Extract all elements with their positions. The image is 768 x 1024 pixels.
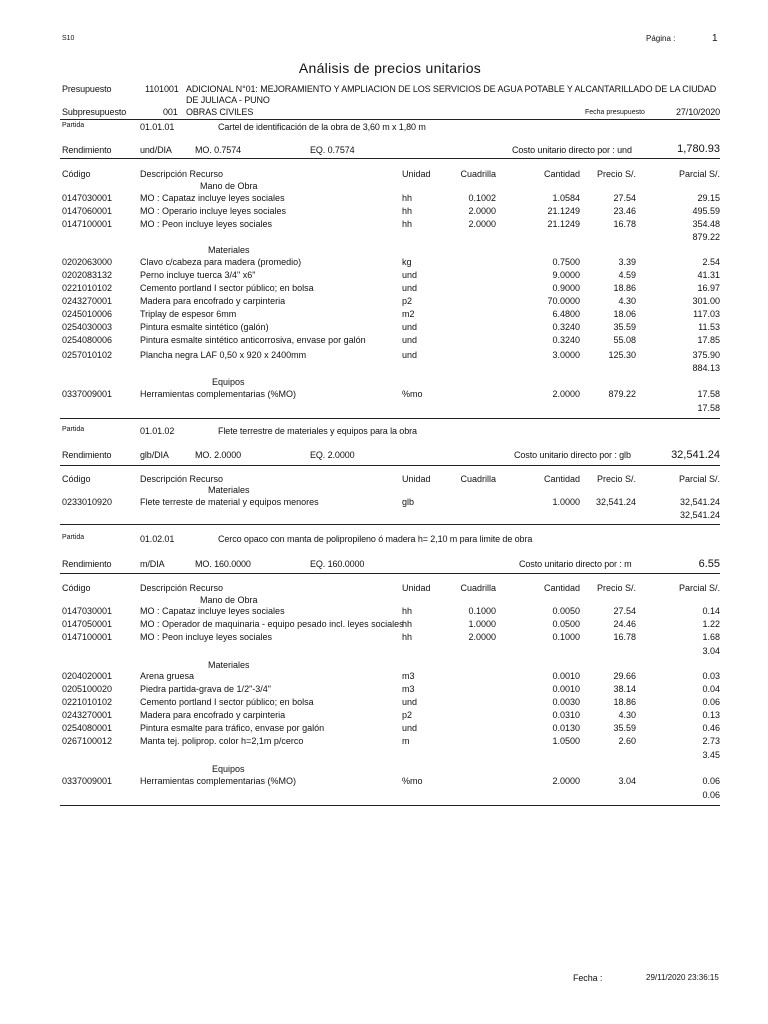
row-code: 0245010006 bbox=[62, 309, 113, 319]
row-unit: hh bbox=[402, 219, 413, 229]
partida-description: Cartel de identificación de la obra de 3,60 m x 1,80 m bbox=[218, 122, 426, 132]
partida-label: Partida bbox=[62, 426, 85, 433]
row-precio: 23.46 bbox=[613, 206, 636, 216]
column-unidad: Unidad bbox=[402, 583, 431, 593]
row-code: 0147100001 bbox=[62, 219, 113, 229]
header-divider bbox=[60, 119, 720, 120]
row-description: Perno incluye tuerca 3/4" x6" bbox=[140, 270, 256, 280]
subtotal-equipos: 17.58 bbox=[697, 403, 720, 413]
row-precio: 18.86 bbox=[613, 283, 636, 293]
row-code: 0205100020 bbox=[62, 684, 113, 694]
row-cantidad: 0.0500 bbox=[552, 619, 580, 629]
partida-description: Flete terrestre de materiales y equipos para la obra bbox=[218, 426, 417, 436]
table-row bbox=[0, 710, 768, 722]
row-cantidad: 0.7500 bbox=[552, 257, 580, 267]
row-cantidad: 0.0310 bbox=[552, 710, 580, 720]
subtotal-materiales: 884.13 bbox=[692, 363, 720, 373]
column-cuadrilla: Cuadrilla bbox=[460, 169, 496, 179]
row-precio: 879.22 bbox=[608, 389, 636, 399]
row-unit: hh bbox=[402, 619, 413, 629]
row-parcial: 1.22 bbox=[702, 619, 720, 629]
row-unit: und bbox=[402, 322, 418, 332]
row-parcial: 29.15 bbox=[697, 193, 720, 203]
row-code: 0221010102 bbox=[62, 283, 113, 293]
rendimiento-eq: EQ. 2.0000 bbox=[310, 450, 355, 460]
row-cantidad: 3.0000 bbox=[552, 350, 580, 360]
row-parcial: 2.54 bbox=[702, 257, 720, 267]
section-divider bbox=[60, 573, 720, 574]
row-cuadrilla: 1.0000 bbox=[468, 619, 496, 629]
column-cantidad: Cantidad bbox=[543, 474, 580, 484]
row-unit: und bbox=[402, 350, 418, 360]
partida-description: Cerco opaco con manta de polipropileno ó madera h= 2,10 m para limite de obra bbox=[218, 534, 533, 544]
partida-label: Partida bbox=[62, 122, 85, 129]
row-parcial: 11.53 bbox=[698, 322, 720, 332]
row-parcial: 0.46 bbox=[702, 723, 720, 733]
subtotal-materiales: 32,541.24 bbox=[679, 510, 720, 520]
row-precio: 55.08 bbox=[613, 335, 636, 345]
column-descripcion: Descripción Recurso bbox=[140, 169, 224, 179]
column-cantidad: Cantidad bbox=[543, 583, 580, 593]
row-parcial: 0.03 bbox=[702, 671, 720, 681]
row-code: 0254080001 bbox=[62, 723, 113, 733]
row-description: MO : Operario incluye leyes sociales bbox=[140, 206, 287, 216]
column-descripcion: Descripción Recurso bbox=[140, 474, 224, 484]
table-row bbox=[0, 296, 768, 308]
section-divider bbox=[60, 465, 720, 466]
row-parcial: 0.14 bbox=[702, 606, 720, 616]
row-precio: 18.06 bbox=[613, 309, 636, 319]
rendimiento-unit: m/DIA bbox=[140, 559, 165, 569]
row-precio: 27.54 bbox=[613, 606, 636, 616]
row-parcial: 1.68 bbox=[702, 632, 720, 642]
row-description: Madera para encofrado y carpinteria bbox=[140, 296, 286, 306]
section-divider bbox=[60, 158, 720, 159]
row-precio: 4.30 bbox=[618, 710, 636, 720]
costo-unitario-value: 32,541.24 bbox=[671, 449, 720, 461]
row-unit: hh bbox=[402, 632, 413, 642]
partida-label: Partida bbox=[62, 534, 85, 541]
rendimiento-mo: MO. 160.0000 bbox=[195, 559, 251, 569]
row-description: MO : Capataz incluye leyes sociales bbox=[140, 606, 285, 616]
rendimiento-unit: und/DIA bbox=[140, 145, 172, 155]
row-unit: m3 bbox=[402, 671, 415, 681]
row-cantidad: 2.0000 bbox=[552, 776, 580, 786]
row-code: 0254080006 bbox=[62, 335, 113, 345]
row-unit: m3 bbox=[402, 684, 415, 694]
row-unit: hh bbox=[402, 606, 413, 616]
row-unit: glb bbox=[402, 497, 415, 507]
row-cantidad: 0.1000 bbox=[552, 632, 580, 642]
row-code: 0267100012 bbox=[62, 736, 113, 746]
column-precio: Precio S/. bbox=[596, 583, 636, 593]
table-row bbox=[0, 697, 768, 709]
row-precio: 4.30 bbox=[618, 296, 636, 306]
group-label-mano-de-obra: Mano de Obra bbox=[200, 595, 258, 605]
row-cantidad: 1.0584 bbox=[552, 193, 580, 203]
row-description: Clavo c/cabeza para madera (promedio) bbox=[140, 257, 302, 267]
rendimiento-label: Rendimiento bbox=[62, 450, 112, 460]
table-row bbox=[0, 219, 768, 231]
page-title: Análisis de precios unitarios bbox=[298, 60, 482, 76]
row-code: 0221010102 bbox=[62, 697, 113, 707]
row-precio: 35.59 bbox=[613, 723, 636, 733]
row-cantidad: 70.0000 bbox=[547, 296, 580, 306]
row-unit: m bbox=[402, 736, 410, 746]
row-cantidad: 9.0000 bbox=[552, 270, 580, 280]
partida-code: 01.01.01 bbox=[140, 122, 175, 132]
row-description: MO : Capataz incluye leyes sociales bbox=[140, 193, 285, 203]
row-code: 0243270001 bbox=[62, 710, 113, 720]
row-parcial: 32,541.24 bbox=[679, 497, 720, 507]
table-row bbox=[0, 684, 768, 696]
column-unidad: Unidad bbox=[402, 474, 431, 484]
subtotal-mano-de-obra: 3.04 bbox=[702, 646, 720, 656]
row-precio: 125.30 bbox=[608, 350, 636, 360]
row-unit: und bbox=[402, 335, 418, 345]
rendimiento-mo: MO. 2.0000 bbox=[195, 450, 242, 460]
table-row bbox=[0, 257, 768, 269]
row-unit: und bbox=[402, 283, 418, 293]
row-precio: 35.59 bbox=[613, 322, 636, 332]
table-row bbox=[0, 283, 768, 295]
row-code: 0337009001 bbox=[62, 776, 113, 786]
costo-unitario-value: 6.55 bbox=[698, 558, 720, 570]
row-precio: 27.54 bbox=[613, 193, 636, 203]
row-precio: 4.59 bbox=[618, 270, 636, 280]
column-codigo: Código bbox=[62, 169, 91, 179]
table-row bbox=[0, 335, 768, 347]
row-precio: 24.46 bbox=[613, 619, 636, 629]
page-number: 1 bbox=[712, 33, 718, 44]
row-description: Cemento portland I sector público; en bolsa bbox=[140, 697, 314, 707]
column-parcial: Parcial S/. bbox=[678, 169, 720, 179]
row-parcial: 0.04 bbox=[702, 684, 720, 694]
table-row bbox=[0, 671, 768, 683]
row-precio: 29.66 bbox=[613, 671, 636, 681]
row-unit: und bbox=[402, 723, 418, 733]
row-cantidad: 0.0030 bbox=[552, 697, 580, 707]
partida-code: 01.02.01 bbox=[140, 534, 175, 544]
group-label-equipos: Equipos bbox=[212, 764, 245, 774]
row-unit: hh bbox=[402, 193, 413, 203]
row-parcial: 17.58 bbox=[697, 389, 720, 399]
column-parcial: Parcial S/. bbox=[678, 583, 720, 593]
row-code: 0204020001 bbox=[62, 671, 113, 681]
column-cuadrilla: Cuadrilla bbox=[460, 474, 496, 484]
row-parcial: 41.31 bbox=[697, 270, 720, 280]
presupuesto-description-line2: DE JULIACA - PUNO bbox=[186, 95, 270, 105]
group-label-materiales: Materiales bbox=[208, 660, 250, 670]
row-cantidad: 0.0010 bbox=[552, 671, 580, 681]
table-row bbox=[0, 322, 768, 334]
row-unit: kg bbox=[402, 257, 412, 267]
row-code: 0147030001 bbox=[62, 606, 113, 616]
row-unit: p2 bbox=[402, 296, 413, 306]
row-description: Herramientas complementarias (%MO) bbox=[140, 776, 297, 786]
presupuesto-description-line1: ADICIONAL N°01: MEJORAMIENTO Y AMPLIACION DE LOS SERVICIOS DE AGUA POTABLE Y ALCANTARILLADO DE LA CIUDAD bbox=[186, 84, 717, 94]
row-precio: 2.60 bbox=[618, 736, 636, 746]
row-description: Pintura esmalte sintético anticorrosiva, envase por galón bbox=[140, 335, 366, 345]
row-cantidad: 21.1249 bbox=[547, 206, 580, 216]
row-code: 0147030001 bbox=[62, 193, 113, 203]
row-precio: 16.78 bbox=[613, 632, 636, 642]
table-row bbox=[0, 206, 768, 218]
row-parcial: 2.73 bbox=[702, 736, 720, 746]
row-description: Madera para encofrado y carpinteria bbox=[140, 710, 286, 720]
subpresupuesto-label: Subpresupuesto bbox=[62, 107, 127, 117]
row-description: Pintura esmalte para tráfico, envase por galón bbox=[140, 723, 325, 733]
table-row bbox=[0, 723, 768, 735]
row-cantidad: 6.4800 bbox=[552, 309, 580, 319]
row-parcial: 17.85 bbox=[697, 335, 720, 345]
row-precio: 32,541.24 bbox=[595, 497, 636, 507]
row-description: Cemento portland I sector público; en bolsa bbox=[140, 283, 314, 293]
row-parcial: 495.59 bbox=[692, 206, 720, 216]
row-cuadrilla: 2.0000 bbox=[468, 219, 496, 229]
table-row bbox=[0, 350, 768, 362]
table-row bbox=[0, 606, 768, 618]
costo-unitario-label: Costo unitario directo por : glb bbox=[514, 450, 631, 460]
row-unit: m2 bbox=[402, 309, 415, 319]
row-precio: 3.39 bbox=[618, 257, 636, 267]
row-description: Manta tej. poliprop. color h=2,1m p/cerco bbox=[140, 736, 304, 746]
row-cuadrilla: 0.1002 bbox=[468, 193, 496, 203]
row-code: 0147060001 bbox=[62, 206, 113, 216]
row-cantidad: 0.3240 bbox=[552, 322, 580, 332]
subtotal-mano-de-obra: 879.22 bbox=[692, 232, 720, 242]
costo-unitario-value: 1,780.93 bbox=[677, 143, 720, 155]
row-cantidad: 0.0130 bbox=[552, 723, 580, 733]
table-row bbox=[0, 309, 768, 321]
row-cantidad: 0.9000 bbox=[552, 283, 580, 293]
row-parcial: 0.06 bbox=[702, 697, 720, 707]
row-description: Herramientas complementarias (%MO) bbox=[140, 389, 297, 399]
column-parcial: Parcial S/. bbox=[678, 474, 720, 484]
presupuesto-label: Presupuesto bbox=[62, 84, 112, 94]
row-code: 0147100001 bbox=[62, 632, 113, 642]
table-row bbox=[0, 776, 768, 788]
column-header-row bbox=[0, 169, 768, 181]
group-label-materiales: Materiales bbox=[208, 245, 250, 255]
row-unit: und bbox=[402, 270, 418, 280]
row-precio: 16.78 bbox=[613, 219, 636, 229]
subpresupuesto-code: 001 bbox=[163, 107, 178, 117]
table-row bbox=[0, 736, 768, 748]
row-unit: %mo bbox=[402, 776, 423, 786]
row-cantidad: 0.3240 bbox=[552, 335, 580, 345]
row-precio: 3.04 bbox=[618, 776, 636, 786]
row-cuadrilla: 2.0000 bbox=[468, 632, 496, 642]
group-label-equipos: Equipos bbox=[212, 377, 245, 387]
rendimiento-mo: MO. 0.7574 bbox=[195, 145, 242, 155]
costo-unitario-label: Costo unitario directo por : und bbox=[512, 145, 632, 155]
subpresupuesto-description: OBRAS CIVILES bbox=[186, 107, 254, 117]
row-description: Arena gruesa bbox=[140, 671, 195, 681]
fecha-presupuesto-value: 27/10/2020 bbox=[676, 107, 721, 117]
rendimiento-label: Rendimiento bbox=[62, 559, 112, 569]
row-cantidad: 1.0500 bbox=[552, 736, 580, 746]
rendimiento-label: Rendimiento bbox=[62, 145, 112, 155]
rendimiento-unit: glb/DIA bbox=[140, 450, 169, 460]
row-code: 0233010920 bbox=[62, 497, 113, 507]
row-cantidad: 0.0010 bbox=[552, 684, 580, 694]
column-header-row bbox=[0, 583, 768, 595]
footer-fecha-value: 29/11/2020 23:36:15 bbox=[646, 973, 719, 982]
column-codigo: Código bbox=[62, 583, 91, 593]
column-precio: Precio S/. bbox=[596, 169, 636, 179]
row-description: Flete terreste de material y equipos menores bbox=[140, 497, 319, 507]
row-unit: und bbox=[402, 697, 418, 707]
row-description: Plancha negra LAF 0,50 x 920 x 2400mm bbox=[140, 350, 307, 360]
row-parcial: 0.13 bbox=[702, 710, 720, 720]
row-code: 0254030003 bbox=[62, 322, 113, 332]
row-description: MO : Peon incluye leyes sociales bbox=[140, 632, 273, 642]
partida-code: 01.01.02 bbox=[140, 426, 175, 436]
row-parcial: 16.97 bbox=[697, 283, 720, 293]
section-divider bbox=[60, 805, 720, 806]
row-parcial: 0.06 bbox=[702, 776, 720, 786]
row-cuadrilla: 0.1000 bbox=[468, 606, 496, 616]
table-row bbox=[0, 619, 768, 631]
subtotal-equipos: 0.06 bbox=[702, 790, 720, 800]
report-code: S10 bbox=[62, 35, 75, 42]
row-cantidad: 21.1249 bbox=[547, 219, 580, 229]
column-header-row bbox=[0, 474, 768, 486]
row-precio: 18.86 bbox=[613, 697, 636, 707]
column-unidad: Unidad bbox=[402, 169, 431, 179]
row-cantidad: 1.0000 bbox=[552, 497, 580, 507]
row-description: MO : Operador de maquinaria - equipo pesado incl. leyes sociales bbox=[140, 619, 404, 629]
subtotal-materiales: 3.45 bbox=[702, 750, 720, 760]
row-cuadrilla: 2.0000 bbox=[468, 206, 496, 216]
footer-fecha-label: Fecha : bbox=[573, 973, 603, 983]
group-label-materiales: Materiales bbox=[208, 485, 250, 495]
row-parcial: 354.48 bbox=[692, 219, 720, 229]
row-code: 0202083132 bbox=[62, 270, 113, 280]
row-code: 0243270001 bbox=[62, 296, 113, 306]
row-unit: p2 bbox=[402, 710, 413, 720]
page-label: Página : bbox=[646, 34, 676, 43]
column-codigo: Código bbox=[62, 474, 91, 484]
column-cuadrilla: Cuadrilla bbox=[460, 583, 496, 593]
table-row bbox=[0, 193, 768, 205]
row-unit: %mo bbox=[402, 389, 423, 399]
row-parcial: 375.90 bbox=[692, 350, 720, 360]
table-row bbox=[0, 389, 768, 401]
presupuesto-code: 1101001 bbox=[145, 84, 179, 94]
row-description: MO : Peon incluye leyes sociales bbox=[140, 219, 273, 229]
row-parcial: 301.00 bbox=[692, 296, 720, 306]
row-cantidad: 2.0000 bbox=[552, 389, 580, 399]
row-code: 0257010102 bbox=[62, 350, 113, 360]
row-precio: 38.14 bbox=[613, 684, 636, 694]
row-parcial: 117.03 bbox=[693, 309, 720, 319]
section-divider bbox=[60, 524, 720, 525]
row-code: 0337009001 bbox=[62, 389, 113, 399]
section-divider bbox=[60, 418, 720, 419]
costo-unitario-label: Costo unitario directo por : m bbox=[519, 559, 632, 569]
table-row bbox=[0, 632, 768, 644]
row-code: 0147050001 bbox=[62, 619, 113, 629]
column-cantidad: Cantidad bbox=[543, 169, 580, 179]
row-cantidad: 0.0050 bbox=[552, 606, 580, 616]
column-precio: Precio S/. bbox=[596, 474, 636, 484]
rendimiento-eq: EQ. 0.7574 bbox=[310, 145, 355, 155]
group-label-mano-de-obra: Mano de Obra bbox=[200, 181, 258, 191]
row-description: Triplay de espesor 6mm bbox=[140, 309, 237, 319]
table-row bbox=[0, 270, 768, 282]
row-description: Piedra partida-grava de 1/2"-3/4" bbox=[140, 684, 271, 694]
row-unit: hh bbox=[402, 206, 413, 216]
column-descripcion: Descripción Recurso bbox=[140, 583, 224, 593]
row-code: 0202063000 bbox=[62, 257, 113, 267]
row-description: Pintura esmalte sintético (galón) bbox=[140, 322, 269, 332]
table-row bbox=[0, 497, 768, 509]
fecha-presupuesto-label: Fecha presupuesto bbox=[585, 109, 645, 116]
rendimiento-eq: EQ. 160.0000 bbox=[310, 559, 365, 569]
